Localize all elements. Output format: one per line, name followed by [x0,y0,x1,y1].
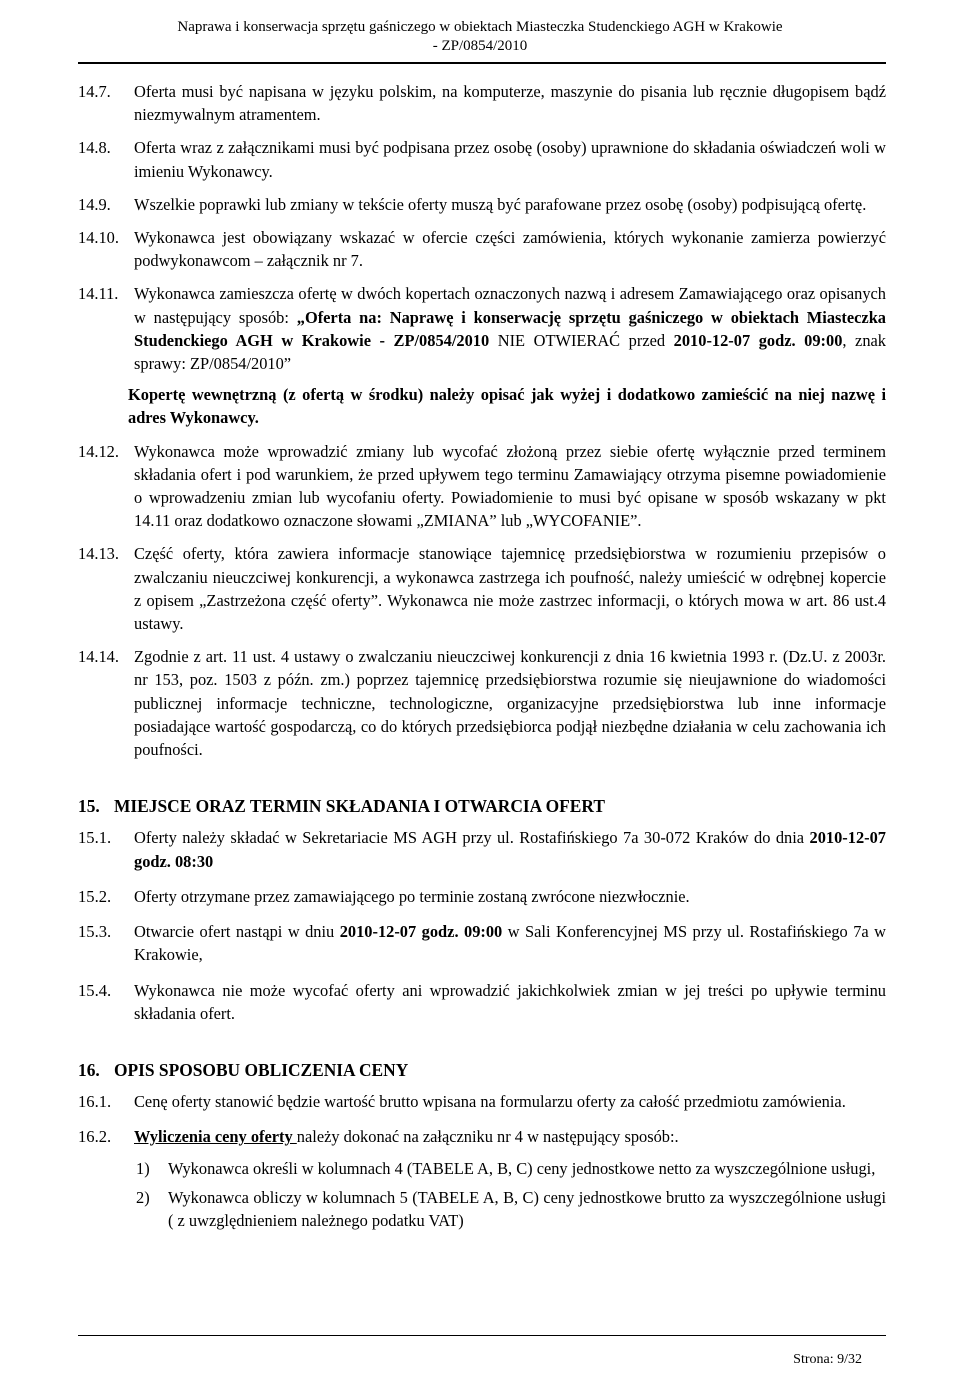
paragraph-text [134,1125,886,1148]
paragraph-15-3 [78,920,886,966]
section-heading [78,795,886,818]
paragraph-15-1 [78,826,886,872]
paragraph-number: 14.10. [78,228,119,248]
section-title: MIEJSCE ORAZ TERMIN SKŁADANIA I OTWARCIA OFERT [114,796,605,817]
paragraph-number: 16.1. [78,1092,112,1112]
page-number: Strona: 9/32 [793,1352,862,1367]
paragraph-number: 14.14. [78,647,119,667]
paragraph-text: Wszelkie poprawki lub zmiany w tekście oferty muszą być parafowane przez osobę (osoby) podpisującą ofertę. [134,194,867,214]
paragraph-14-7 [78,80,886,126]
paragraph-number: 14.13. [78,544,119,564]
paragraph-14-13 [78,542,886,635]
header-reference: - ZP/0854/2010 [432,38,528,54]
text-run: w Sali Konferencyjnej MS przy ul. Rostafińskiego 7a w Krakowie, [134,922,886,965]
section-16 [78,1059,886,1232]
document-body [78,80,886,1238]
paragraph-number: 15.1. [78,828,112,848]
paragraph-14-10 [78,226,886,272]
paragraph-number: 14.7. [78,82,111,101]
paragraph-text: Wykonawca może wprowadzić zmiany lub wycofać złożoną przez siebie ofertę wyłącznie przed terminem składania ofert i pod warunkiem, że przed upływem tego terminu Zamawiający otrzyma pisemne powiadomienie o wprowadzeniu zmian lub wycofaniu oferty. Powiadomienie to musi być opisane w sposób wskazany w pkt 14.11 oraz dodatkowo oznaczone słowami „ZMIANA” lub „WYCOFANIE”. [134,441,886,531]
section-number: 16. [78,1059,100,1080]
text-run: Wykonawca zamieszcza ofertę w dwóch kopertach oznaczonych nazwą i adresem Zamawiającego oraz opisanych w następujący sposób: [134,284,886,327]
paragraph-number: 15.2. [78,886,112,906]
list-marker: 2) [136,1187,150,1207]
paragraph-text [134,282,886,375]
text-run: , znak sprawy: ZP/0854/2010” [134,330,886,374]
paragraph-number: 14.9. [78,194,111,214]
price-calculation-underlined: Wyliczenia ceny oferty [134,1127,297,1147]
paragraph-number: 14.11. [78,284,119,304]
list-item-text: Wykonawca określi w kolumnach 4 (TABELE A, B, C) ceny jednostkowe netto za wyszczególnione usługi, [168,1158,876,1178]
text-run: Oferty należy składać w Sekretariacie MS AGH przy ul. Rostafińskiego 7a 30-072 Kraków do dnia [134,828,810,848]
paragraph-text [134,920,886,966]
section-title: OPIS SPOSOBU OBLICZENIA CENY [114,1059,409,1080]
footer-divider [78,1335,886,1336]
deadline-bold: 2010-12-07 godz. 08:30 [134,828,886,871]
paragraph-14-14 [78,645,886,761]
paragraph-text [134,826,886,872]
envelope-label-bold: „Oferta na: Naprawę i konserwację sprzętu gaśniczego w obiektach Miasteczka Studenckiego AGH w Krakowie - ZP/0854/2010 [134,307,887,350]
paragraph-number: 14.8. [78,138,111,158]
paragraph-text: Część oferty, która zawiera informacje stanowiące tajemnicę przedsiębiorstwa w rozumieniu przepisów o zwalczaniu nieuczciwej konkurencji, a wykonawca zastrzega ich poufność, należy umieścić w odrębnej kopercie z opisem „Zastrzeżona część oferty”. Wykonawca nie może zastrzec informacji, o których mowa w art. 86 ust.4 ustawy. [134,544,886,634]
paragraph-15-4 [78,979,886,1025]
calculation-steps-list [78,1157,886,1233]
paragraph-number: 16.2. [78,1127,112,1147]
text-run: należy dokonać na załączniku nr 4 w następujący sposób:. [296,1127,679,1147]
list-marker: 1) [136,1158,150,1178]
text-run: NIE OTWIERAĆ przed [489,330,674,350]
paragraph-number: 15.3. [78,922,112,942]
paragraph-16-1 [78,1090,886,1113]
paragraph-text: Zgodnie z art. 11 ust. 4 ustawy o zwalczaniu nieuczciwej konkurencji z dnia 16 kwietnia 1993 r. (Dz.U. z 2003r. nr 153, poz. 1503 z późn. zm.) poprzez tajemnicę przedsiębiorstwa rozumie się nieujawnione do wiadomości publicznej informacje techniczne, technologiczne, organizacyjne przedsiębiorstwa lub inne informacje posiadające wartość gospodarczą, co do których przedsiębiorca podjął niezbędne działania w celu zachowania ich poufności. [134,647,886,760]
list-item [134,1157,886,1180]
paragraph-text: Oferta musi być napisana w języku polskim, na komputerze, maszynie do pisania lub ręcznie długopisem bądź niezmywalnym atramentem. [134,82,886,125]
header-divider [78,62,886,64]
paragraph-text: Cenę oferty stanowić będzie wartość brutto wpisana na formularzu oferty za całość przedmiotu zamówienia. [134,1092,846,1112]
paragraph-text: Wykonawca nie może wycofać oferty ani wprowadzić jakichkolwiek zmian w jej treści po upływie terminu składania ofert. [134,980,886,1023]
paragraph-15-2 [78,885,886,908]
page-header [0,18,960,56]
paragraph-16-2 [78,1125,886,1148]
paragraph-14-8 [78,136,886,182]
paragraph-number: 14.12. [78,441,119,461]
section-heading [78,1059,886,1082]
paragraph-14-9 [78,193,886,216]
list-item [134,1186,886,1232]
paragraph-text: Oferta wraz z załącznikami musi być podpisana przez osobę (osoby) uprawnione do składania oświadczeń woli w imieniu Wykonawcy. [134,138,886,181]
paragraph-14-12 [78,440,886,533]
opening-date-bold: 2010-12-07 godz. 09:00 [673,330,843,350]
section-number: 15. [78,796,100,817]
section-15 [78,795,886,1025]
paragraph-number: 15.4. [78,980,112,1000]
paragraph-14-11 [78,282,886,375]
list-item-text: Wykonawca obliczy w kolumnach 5 (TABELE A, B, C) ceny jednostkowe brutto za wyszczególnione usługi ( z uwzględnieniem należnego podatku VAT) [168,1187,886,1230]
header-title: Naprawa i konserwacja sprzętu gaśniczego w obiektach Miasteczka Studenckiego AGH w Krakowie [177,19,783,35]
paragraph-text: Oferty otrzymane przez zamawiającego po terminie zostaną zwrócone niezwłocznie. [134,886,690,906]
text-run: Otwarcie ofert nastąpi w dniu [134,922,340,942]
opening-time-bold: 2010-12-07 godz. 09:00 [339,922,503,942]
inner-envelope-note: Kopertę wewnętrzną (z ofertą w środku) należy opisać jak wyżej i dodatkowo zamieścić na niej nazwę i adres Wykonawcy. [128,385,886,428]
paragraph-text: Wykonawca jest obowiązany wskazać w ofercie części zamówienia, których wykonanie zamierza powierzyć podwykonawcom – załącznik nr 7. [134,228,886,271]
